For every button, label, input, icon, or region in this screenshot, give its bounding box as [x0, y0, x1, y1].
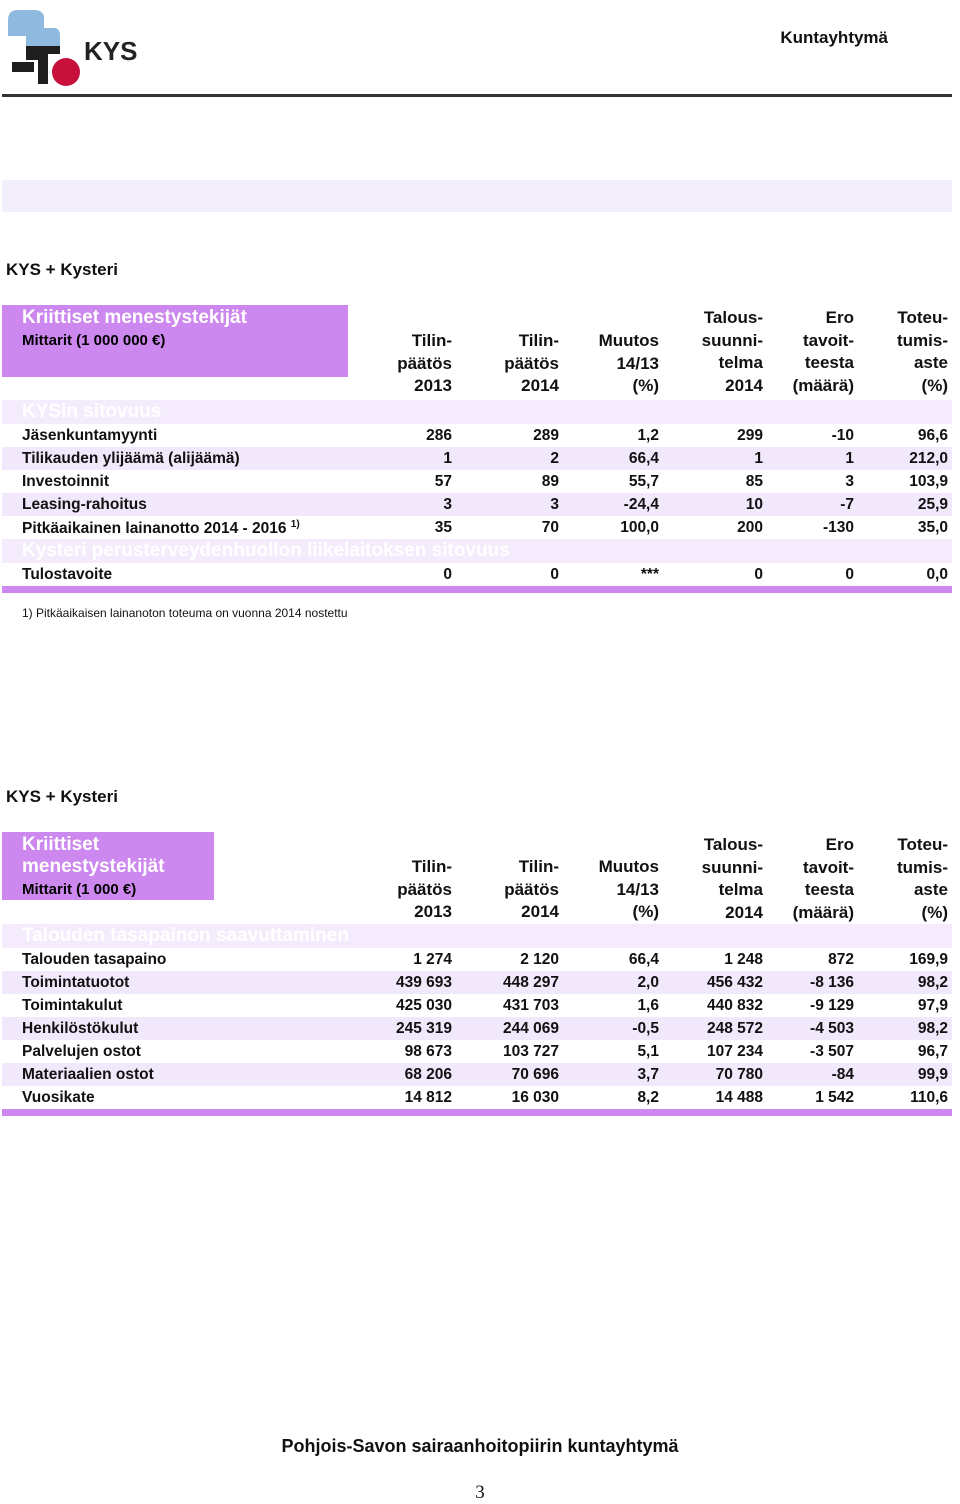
cell-tilinpaatos-2013: 286 [426, 427, 452, 444]
cell-muutos: 5,1 [637, 1043, 659, 1060]
cell-muutos: 66,4 [628, 450, 659, 467]
footer-text: Pohjois-Savon sairaanhoitopiirin kuntayhtymä [281, 1436, 679, 1456]
col-header-tilinpaatos-2014: Tilin- päätös 2014 [504, 857, 559, 921]
cell-muutos: 2,0 [637, 974, 659, 991]
table-row [2, 994, 952, 1017]
cell-toteutumisaste: 0,0 [926, 566, 948, 583]
cell-tilinpaatos-2013: 57 [434, 473, 452, 490]
cell-ero-tavoitteesta: -9 129 [810, 997, 854, 1014]
row-label [22, 951, 166, 969]
row-label-text: Toimintatuotot [22, 974, 130, 991]
cell-taloussuunnitelma: 0 [754, 566, 763, 583]
table1-box-subtitle: Mittarit (1 000 000 €) [22, 332, 166, 349]
cell-taloussuunnitelma: 10 [745, 496, 763, 513]
cell-tilinpaatos-2014: 431 703 [502, 997, 559, 1014]
kys-logo [4, 6, 154, 90]
cell-muutos: 3,7 [637, 1066, 659, 1083]
cell-toteutumisaste: 99,9 [917, 1066, 948, 1083]
cell-muutos: 66,4 [628, 951, 659, 968]
cell-ero-tavoitteesta: 0 [845, 566, 854, 583]
cell-tilinpaatos-2013: 68 206 [404, 1066, 452, 1083]
table-row [2, 516, 952, 539]
row-label-text: Jäsenkuntamyynti [22, 427, 158, 444]
logo-text: KYS [84, 36, 138, 66]
cell-tilinpaatos-2013: 425 030 [395, 997, 452, 1014]
table2-header [2, 832, 952, 924]
table1-rows-group1 [2, 424, 952, 539]
row-label [22, 496, 147, 514]
table1-title: KYS + Kysteri [6, 260, 118, 279]
cell-tilinpaatos-2014: 244 069 [502, 1020, 559, 1037]
cell-ero-tavoitteesta: 1 [845, 450, 854, 467]
table2-end-bar [2, 1109, 952, 1116]
table-row [2, 493, 952, 516]
cell-tilinpaatos-2014: 2 120 [520, 951, 559, 968]
row-label-text: Tulostavoite [22, 566, 113, 583]
cell-toteutumisaste: 98,2 [917, 1020, 948, 1037]
cell-ero-tavoitteesta: -10 [831, 427, 854, 444]
table1-section-kysin-sitovuus: KYSin sitovuus [2, 400, 952, 424]
cell-taloussuunnitelma: 248 572 [706, 1020, 763, 1037]
cell-tilinpaatos-2014: 3 [550, 496, 559, 513]
col-header-taloussuunnitelma: Talous- suunni- telma 2014 [701, 835, 763, 922]
row-label-text: Leasing-rahoitus [22, 496, 147, 513]
table2-box-title: Kriittiset menestystekijät [22, 834, 165, 877]
table1-header [2, 305, 952, 400]
cell-toteutumisaste: 96,6 [917, 427, 948, 444]
cell-tilinpaatos-2013: 35 [434, 519, 452, 536]
cell-taloussuunnitelma: 200 [737, 519, 763, 536]
table-row [2, 1086, 952, 1109]
col-header-tilinpaatos-2013: Tilin- päätös 2013 [397, 857, 452, 921]
cell-taloussuunnitelma: 299 [737, 427, 763, 444]
row-label [22, 519, 300, 538]
table-row [2, 1017, 952, 1040]
row-label-text: Investoinnit [22, 473, 109, 490]
page-number: 3 [475, 1482, 485, 1503]
row-label [22, 473, 109, 491]
table1-footnote: 1) Pitkäaikaisen lainanoton toteuma on vuonna 2014 nostettu [22, 606, 348, 620]
cell-toteutumisaste: 98,2 [917, 974, 948, 991]
cell-tilinpaatos-2014: 448 297 [502, 974, 559, 991]
cell-tilinpaatos-2014: 70 696 [511, 1066, 559, 1083]
cell-tilinpaatos-2013: 245 319 [395, 1020, 452, 1037]
table-row [2, 971, 952, 994]
cell-ero-tavoitteesta: 3 [845, 473, 854, 490]
cell-muutos: 55,7 [628, 473, 659, 490]
table1 [2, 305, 952, 593]
col-header-muutos: Muutos 14/13 (%) [598, 331, 659, 395]
cell-muutos: 1,2 [637, 427, 659, 444]
col-header-muutos: Muutos 14/13 (%) [598, 857, 659, 921]
cell-ero-tavoitteesta: -4 503 [810, 1020, 854, 1037]
cell-ero-tavoitteesta: -7 [840, 496, 854, 513]
cell-tilinpaatos-2014: 2 [550, 450, 559, 467]
table-row [2, 470, 952, 493]
row-label-text: Materiaalien ostot [22, 1066, 154, 1083]
table-row [2, 424, 952, 447]
table-row [2, 1063, 952, 1086]
cell-tilinpaatos-2014: 289 [533, 427, 559, 444]
table2-rows [2, 948, 952, 1109]
table2-title: KYS + Kysteri [6, 787, 118, 806]
row-label [22, 974, 129, 992]
cell-taloussuunnitelma: 107 234 [706, 1043, 763, 1060]
table1-end-bar [2, 586, 952, 593]
row-label [22, 1089, 95, 1107]
row-label-text: Palvelujen ostot [22, 1043, 141, 1060]
table2-header-box [2, 832, 214, 900]
cell-muutos: 1,6 [637, 997, 659, 1014]
cell-taloussuunnitelma: 14 488 [715, 1089, 763, 1106]
cell-tilinpaatos-2013: 1 274 [413, 951, 452, 968]
row-label [22, 566, 112, 584]
cell-tilinpaatos-2014: 0 [550, 566, 559, 583]
cell-tilinpaatos-2014: 89 [541, 473, 559, 490]
cell-toteutumisaste: 103,9 [909, 473, 948, 490]
row-label-text: Tilikauden ylijäämä (alijäämä) [22, 450, 240, 467]
row-label-text: Talouden tasapaino [22, 951, 167, 968]
table2-section-talouden-tasapaino: Talouden tasapainon saavuttaminen [2, 924, 952, 948]
cell-ero-tavoitteesta: -3 507 [810, 1043, 854, 1060]
row-label [22, 1020, 138, 1038]
cell-muutos: *** [640, 566, 659, 583]
organization-name: Kuntayhtymä [780, 28, 888, 47]
table1-header-box [2, 305, 348, 377]
col-header-ero-tavoitteesta: Ero tavoit- teesta (määrä) [792, 308, 854, 395]
cell-muutos: 100,0 [620, 519, 659, 536]
cell-toteutumisaste: 212,0 [909, 450, 948, 467]
cell-ero-tavoitteesta: 872 [828, 951, 854, 968]
col-header-tilinpaatos-2014: Tilin- päätös 2014 [504, 331, 559, 395]
cell-muutos: -0,5 [632, 1020, 659, 1037]
row-label-text: Vuosikate [22, 1089, 95, 1106]
cell-tilinpaatos-2013: 1 [443, 450, 452, 467]
col-header-ero-tavoitteesta: Ero tavoit- teesta (määrä) [792, 835, 854, 922]
cell-tilinpaatos-2014: 70 [541, 519, 559, 536]
col-header-toteutumisaste: Toteu- tumis- aste (%) [897, 308, 948, 395]
cell-ero-tavoitteesta: -84 [831, 1066, 854, 1083]
col-header-toteutumisaste: Toteu- tumis- aste (%) [897, 835, 948, 922]
cell-ero-tavoitteesta: -130 [822, 519, 854, 536]
cell-tilinpaatos-2014: 103 727 [502, 1043, 559, 1060]
header-rule [2, 94, 952, 97]
table-row [2, 563, 952, 586]
cell-taloussuunnitelma: 70 780 [715, 1066, 763, 1083]
row-label-text: Pitkäaikainen lainanotto 2014 - 2016 [22, 520, 291, 538]
decorative-band [2, 180, 952, 212]
cell-taloussuunnitelma: 1 [754, 450, 763, 467]
cell-ero-tavoitteesta: 1 542 [815, 1089, 854, 1106]
table-row [2, 948, 952, 971]
cell-tilinpaatos-2013: 98 673 [404, 1043, 452, 1060]
table1-section-kysteri: Kysteri perusterveydenhuollon liikelaitoksen sitovuus [2, 539, 952, 563]
row-label [22, 1066, 154, 1084]
cell-muutos: 8,2 [637, 1089, 659, 1106]
col-header-tilinpaatos-2013: Tilin- päätös 2013 [397, 331, 452, 395]
row-label-text: Henkilöstökulut [22, 1020, 139, 1037]
cell-tilinpaatos-2013: 0 [443, 566, 452, 583]
footnote-marker: 1) [290, 519, 300, 530]
table1-rows-group2 [2, 563, 952, 586]
cell-muutos: -24,4 [623, 496, 659, 513]
table2 [2, 832, 952, 1116]
cell-ero-tavoitteesta: -8 136 [810, 974, 854, 991]
row-label [22, 450, 240, 468]
col-header-taloussuunnitelma: Talous- suunni- telma 2014 [701, 308, 763, 395]
cell-taloussuunnitelma: 85 [745, 473, 763, 490]
table-row [2, 447, 952, 470]
row-label [22, 427, 157, 445]
row-label [22, 997, 122, 1015]
cell-taloussuunnitelma: 440 832 [706, 997, 763, 1014]
table2-box-subtitle: Mittarit (1 000 €) [22, 881, 137, 898]
cell-toteutumisaste: 97,9 [917, 997, 948, 1014]
row-label-text: Toimintakulut [22, 997, 123, 1014]
row-label [22, 1043, 141, 1061]
cell-toteutumisaste: 169,9 [909, 951, 948, 968]
cell-toteutumisaste: 35,0 [917, 519, 948, 536]
cell-taloussuunnitelma: 456 432 [706, 974, 763, 991]
cell-toteutumisaste: 110,6 [910, 1089, 948, 1106]
cell-toteutumisaste: 25,9 [917, 496, 948, 513]
cell-tilinpaatos-2013: 14 812 [404, 1089, 452, 1106]
cell-toteutumisaste: 96,7 [917, 1043, 948, 1060]
table-row [2, 1040, 952, 1063]
cell-tilinpaatos-2013: 439 693 [395, 974, 452, 991]
cell-tilinpaatos-2013: 3 [443, 496, 452, 513]
table1-box-title: Kriittiset menestystekijät [22, 307, 247, 328]
cell-taloussuunnitelma: 1 248 [724, 951, 763, 968]
cell-tilinpaatos-2014: 16 030 [511, 1089, 559, 1106]
